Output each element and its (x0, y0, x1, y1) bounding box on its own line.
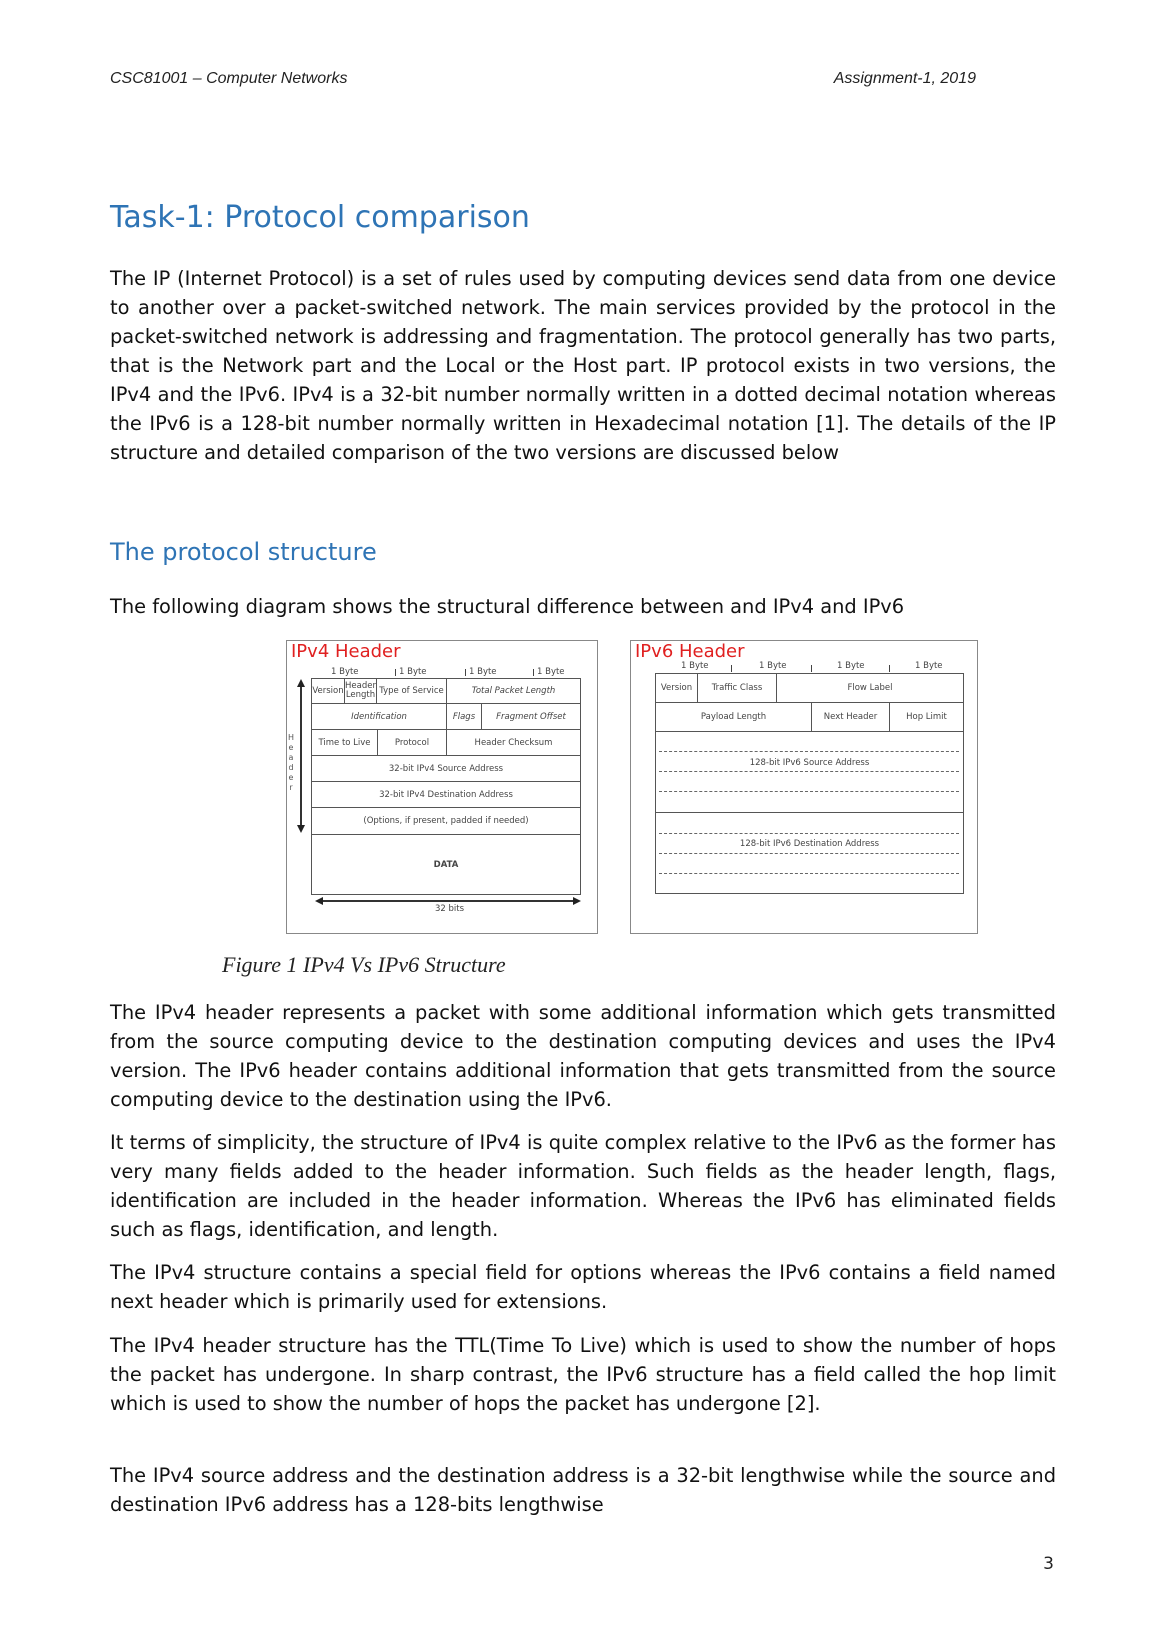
field-time-to-live (311, 729, 378, 756)
field-label: (Options, if present, padded if needed) (363, 816, 529, 826)
field-label: Traffic Class (711, 683, 763, 693)
intro-paragraph: The IP (Internet Protocol) is a set of rules used by computing devices send data from one device to another over a packet-switched network. The main services provided by the protocol in the packet-switched network is addressing and fragmentation. The protocol generally has two parts, that is the Network part and the Local or the Host part. IP protocol exists in two versions, the IPv4 and the IPv6. IPv4 is a 32-bit number normally written in a dotted decimal notation whereas the IPv6 is a 128-bit number normally written in Hexadecimal notation [1]. The details of the IP structure and detailed comparison of the two versions are discussed below (110, 267, 1056, 464)
ipv6-diagram-title: IPv6 Header (635, 641, 745, 662)
field-type-of-service (376, 678, 447, 704)
field-label: Header Checksum (474, 737, 553, 748)
field-label: Payload Length (700, 712, 767, 722)
field-label: 128-bit IPv6 Source Address (749, 758, 870, 768)
field-label: Protocol (394, 737, 430, 748)
dashed-divider (659, 853, 959, 854)
field-payload-length (655, 702, 812, 732)
width-label: 32 bits (435, 904, 465, 914)
ipv4-header-diagram (286, 640, 598, 934)
header-side-label (287, 733, 295, 793)
field-next-header (811, 702, 890, 732)
course-title: CSC81001 – Computer Networks (110, 70, 348, 87)
side-letter: r (289, 783, 293, 792)
field-flags (446, 703, 482, 730)
figure-caption: Figure 1 IPv4 Vs IPv6 Structure (222, 952, 506, 977)
arrow-up-icon (297, 679, 305, 687)
diagram-intro-text: The following diagram shows the structural difference between and IPv4 and IPv6 (110, 595, 905, 618)
field-label: 32-bit IPv4 Destination Address (379, 789, 513, 800)
byte-label: 1 Byte (681, 661, 709, 671)
side-letter: e (288, 773, 294, 782)
field-header-checksum (446, 729, 581, 756)
dashed-divider (659, 873, 959, 874)
byte-label: 1 Byte (537, 667, 565, 677)
arrow-left-icon (315, 897, 323, 905)
byte-label: 1 Byte (759, 661, 787, 671)
body-paragraph: The IPv4 source address and the destination address is a 32-bit lengthwise while the source and destination IPv6 address has a 128-bits lengthwise (110, 1464, 1056, 1516)
dashed-divider (659, 751, 959, 752)
byte-tick (533, 669, 534, 676)
field-source-address (655, 731, 964, 813)
byte-label: 1 Byte (331, 667, 359, 677)
header-span-line (300, 685, 302, 827)
body-paragraph: The IPv4 header structure has the TTL(Time To Live) which is used to show the number of hops the packet has undergone. In sharp contrast, the IPv6 structure has a field called the hop limit which is used to show the number of hops the packet has undergone [2]. (110, 1334, 1056, 1415)
page-number: 3 (1043, 1554, 1054, 1574)
section-heading: The protocol structure (110, 538, 377, 566)
field-label: Identification (351, 711, 407, 722)
field-label: Type of Service (379, 686, 444, 696)
field-header-length (344, 678, 377, 704)
side-letter: e (288, 743, 294, 752)
field-label: Fragment Offset (496, 711, 566, 722)
field-version (311, 678, 345, 704)
body-paragraph: It terms of simplicity, the structure of IPv4 is quite complex relative to the IPv6 as the former has very many fields added to the header information. Such fields as the header length, flags, identification are included in the header information. Whereas the IPv6 has eliminated fields such as flags, identification, and length. (110, 1131, 1056, 1241)
byte-label: 1 Byte (469, 667, 497, 677)
byte-label: 1 Byte (837, 661, 865, 671)
width-span-line (321, 900, 575, 902)
field-label: Time to Live (318, 737, 371, 748)
dashed-divider (659, 771, 959, 772)
dashed-divider (659, 791, 959, 792)
byte-tick (395, 669, 396, 676)
assignment-label: Assignment-1, 2019 (833, 70, 976, 87)
field-destination-address (311, 781, 581, 808)
field-label: Flow Label (847, 683, 893, 693)
field-data (311, 834, 581, 895)
dashed-divider (659, 833, 959, 834)
field-label: Header (345, 681, 376, 691)
field-label: Flags (452, 711, 476, 722)
page-title: Task-1: Protocol comparison (110, 200, 530, 235)
field-traffic-class (697, 673, 777, 703)
field-fragment-offset (481, 703, 581, 730)
field-options (311, 807, 581, 835)
field-label: Total Packet Length (471, 686, 556, 696)
byte-tick (465, 669, 466, 676)
side-letter: d (288, 763, 294, 772)
body-paragraph: The IPv4 header represents a packet with some additional information which gets transmitted from the source computing device to the destination computing devices and uses the IPv4 version. The IPv6 header contains additional information that gets transmitted from the source computing device to the destination using the IPv6. (110, 1001, 1056, 1111)
field-label: Version (312, 686, 344, 696)
field-version (655, 673, 698, 703)
field-protocol (377, 729, 447, 756)
field-label: Version (660, 683, 693, 693)
side-letter: H (287, 733, 294, 742)
byte-label: 1 Byte (915, 661, 943, 671)
ipv6-header-diagram (630, 640, 978, 934)
field-label: DATA (433, 859, 459, 870)
body-paragraph: The IPv4 structure contains a special field for options whereas the IPv6 contains a field named next header which is primarily used for extensions. (110, 1261, 1056, 1313)
field-label: Length (345, 690, 376, 700)
field-hop-limit (889, 702, 964, 732)
field-source-address (311, 755, 581, 782)
arrow-down-icon (297, 825, 305, 833)
byte-tick (731, 665, 732, 672)
field-total-packet-length (446, 678, 581, 704)
field-label: Hop Limit (906, 712, 947, 722)
field-label: 32-bit IPv4 Source Address (388, 763, 504, 774)
byte-label: 1 Byte (399, 667, 427, 677)
ipv4-diagram-title: IPv4 Header (291, 641, 401, 662)
field-flow-label (776, 673, 964, 703)
side-letter: a (288, 753, 294, 762)
field-label: Next Header (823, 712, 878, 722)
byte-tick (889, 665, 890, 672)
arrow-right-icon (573, 897, 581, 905)
field-label: 128-bit IPv6 Destination Address (739, 839, 880, 849)
field-identification (311, 703, 447, 730)
byte-tick (811, 665, 812, 672)
